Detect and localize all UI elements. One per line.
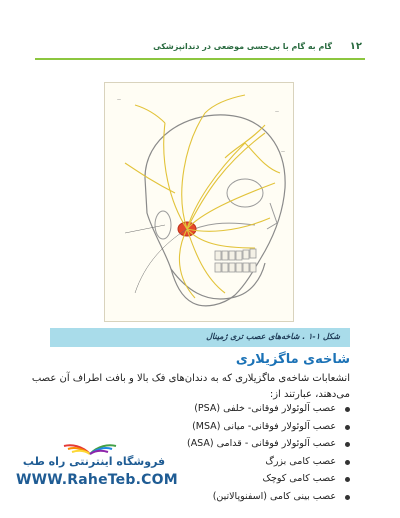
list-item <box>150 421 350 439</box>
list-item-text: عصب آلوئولار فوقانی- خلفی (PSA) <box>194 403 336 414</box>
svg-text:—: — <box>275 109 279 114</box>
watermark-shop-name: فروشگاه اینترنتی راه طب <box>22 455 166 468</box>
list-item <box>150 456 350 474</box>
figure-caption-bar <box>50 328 350 347</box>
page-number: ۱۲ <box>349 41 362 52</box>
svg-text:—: — <box>117 97 121 102</box>
svg-text:—: — <box>281 149 285 154</box>
bullet-dot-icon <box>345 407 350 412</box>
nerve-branch-list <box>150 403 350 509</box>
intro-line-1: انشعابات شاخه‌ی ماگزیلاری که به دندان‌های فک بالا و بافت اطراف آن عصب <box>31 373 350 384</box>
section-title: شاخه‌ی ماگزیلاری <box>235 352 350 367</box>
list-item-text: عصب آلوئولار فوقانی- میانی (MSA) <box>192 420 336 432</box>
list-item <box>150 403 350 421</box>
list-item-text: عصب کامی بزرگ <box>265 455 336 467</box>
skull-nerve-figure <box>104 82 294 322</box>
book-logo-icon <box>60 440 120 456</box>
header-rule <box>35 58 365 60</box>
list-item-text: عصب آلوئولار فوقانی - قدامی (ASA) <box>186 438 336 450</box>
figure-caption: شکل ۱-۱ . شاخه‌های عصب تری ژمینال <box>206 332 340 341</box>
watermark-url: WWW.RaheTeb.COM <box>16 472 178 488</box>
skull-nerve-illustration <box>105 83 294 322</box>
page-header <box>0 0 400 62</box>
bullet-dot-icon <box>345 442 350 447</box>
bullet-dot-icon <box>345 495 350 500</box>
bullet-dot-icon <box>345 460 350 465</box>
list-item-text: عصب بینی کامی (اسفنوپالاتین) <box>212 490 336 502</box>
running-head: گام به گام با بی‌حسی موضعی در دندانپزشکی <box>153 42 332 51</box>
intro-line-2: می‌دهند، عبارتند از: <box>269 389 350 400</box>
list-item <box>150 473 350 491</box>
watermark <box>6 436 176 496</box>
list-item <box>150 438 350 456</box>
list-item <box>150 491 350 509</box>
list-item-text: عصب کامی کوچک <box>262 473 336 485</box>
bullet-dot-icon <box>345 477 350 482</box>
bullet-dot-icon <box>345 425 350 430</box>
